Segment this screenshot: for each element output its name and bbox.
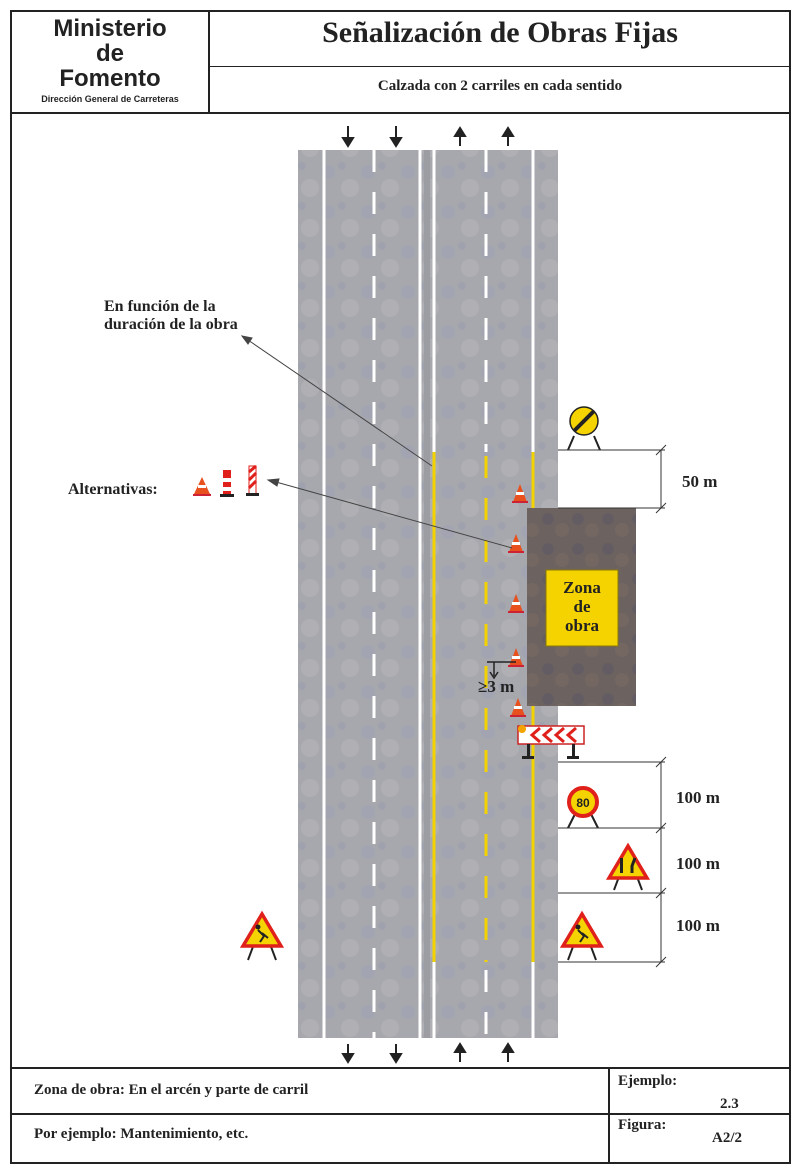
ministry-line-2: de: [95, 40, 124, 67]
direction-arrows-top: [343, 126, 513, 146]
page-title: Señalización de Obras Fijas: [322, 16, 678, 49]
carriageway-left: [298, 150, 426, 1038]
lane-narrowing-sign: [609, 846, 647, 890]
distance-100m-3: 100 m: [676, 916, 720, 935]
figura-value: A2/2: [712, 1130, 742, 1146]
distance-100m-2: 100 m: [676, 854, 720, 873]
duration-note-line2: duración de la obra: [104, 316, 238, 333]
alternatives-label: Alternativas:: [68, 481, 158, 498]
work-zone-line1: Zona: [563, 578, 601, 597]
ministry-line-3: Fomento: [59, 65, 161, 92]
example-text: Por ejemplo: Mantenimiento, etc.: [34, 1126, 249, 1142]
figura-label: Figura:: [618, 1117, 667, 1133]
zone-description: Zona de obra: En el arcén y parte de carril: [34, 1082, 309, 1098]
alternative-devices: [193, 466, 259, 497]
ejemplo-value: 2.3: [720, 1096, 739, 1112]
distance-100m-1: 100 m: [676, 788, 720, 807]
ministry-department: Dirección General de Carreteras: [41, 94, 179, 104]
speed-limit-value: 80: [576, 796, 590, 810]
page-subtitle: Calzada con 2 carriles en cada sentido: [377, 78, 623, 94]
duration-note-line1: En función de la: [104, 298, 216, 315]
ejemplo-label: Ejemplo:: [618, 1073, 678, 1089]
ministry-line-1: Ministerio: [53, 15, 167, 42]
work-zone-label: [548, 578, 616, 635]
direction-arrows-bottom: [343, 1044, 513, 1062]
works-sign-right: [563, 914, 601, 960]
works-sign-left: [243, 914, 281, 960]
work-zone-line2: de: [573, 597, 591, 616]
work-zone-line3: obra: [565, 616, 599, 635]
distance-50m: 50 m: [682, 472, 718, 491]
end-restriction-sign: [568, 407, 600, 450]
min-offset-label: ≥3 m: [478, 677, 515, 696]
